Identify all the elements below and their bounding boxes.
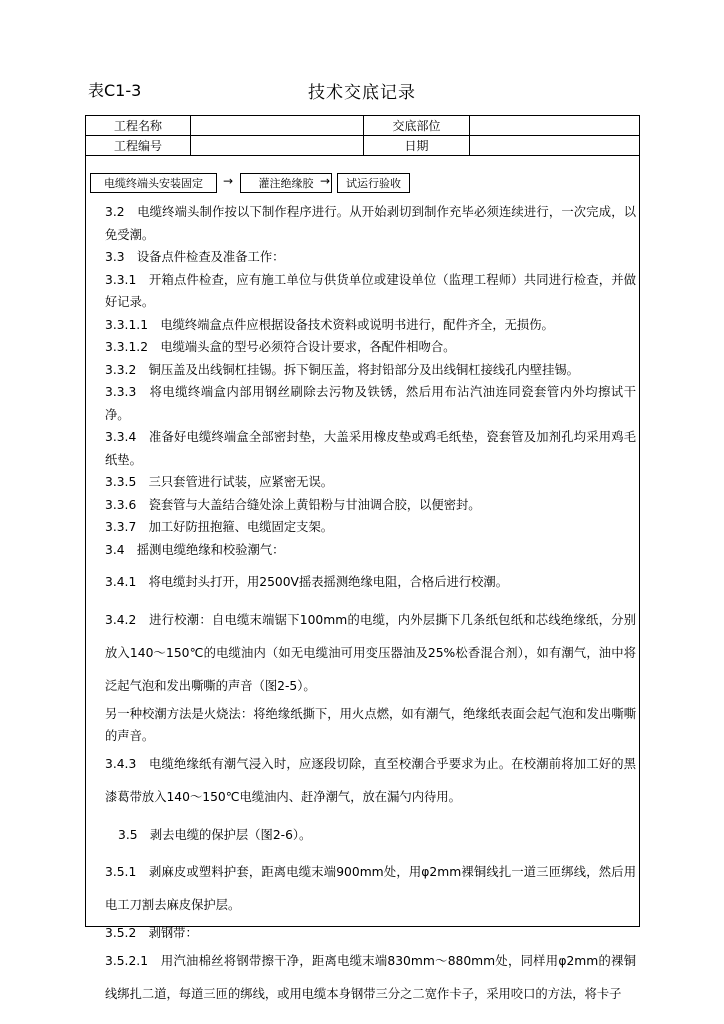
date-value[interactable] xyxy=(470,136,640,156)
paragraph: 3.5 剥去电缆的保护层（图2-6）。 xyxy=(118,827,312,842)
paragraph: 3.5.2 剥钢带： xyxy=(105,926,198,940)
document-title: 技术交底记录 xyxy=(308,83,416,103)
header-table xyxy=(85,115,640,156)
project-no-value[interactable] xyxy=(191,136,364,156)
paragraph: 3.5.1 剥麻皮或塑料护套，距离电缆末端900mm处，用φ2mm裸铜线扎一道三匝绑线，然后用电工刀割去麻皮保护层。 xyxy=(105,865,636,912)
process-flow xyxy=(0,173,724,195)
paragraph: 3.3.1.1 电缆终端盒点件应根据设备技术资料或说明书进行，配件齐全，无损伤。 xyxy=(105,317,554,332)
paragraph: 3.4.2 进行校潮：自电缆末端锯下100mm的电缆，内外层撕下几条纸包纸和芯线绝缘纸，分别放入140～150℃的电缆油内（如无电缆油可用变压器油及25%松香混合剂），如有潮气，油中将泛起气泡和发出嘶嘶的声音（图2-5）。 xyxy=(105,612,636,693)
paragraph: 3.3.1 开箱点件检查，应有施工单位与供货单位或建设单位（监理工程师）共同进行检查，并做好记录。 xyxy=(105,272,636,309)
paragraph: 3.3.1.2 电缆端头盒的型号必须符合设计要求，各配件相吻合。 xyxy=(105,340,456,354)
handover-content xyxy=(88,201,636,1011)
header-row-1 xyxy=(86,116,640,136)
paragraph: 3.3.5 三只套管进行试装，应紧密无误。 xyxy=(105,475,334,489)
project-no-label: 工程编号 xyxy=(86,136,191,156)
form-id: 表C1-3 xyxy=(88,81,142,100)
flow-step-trial-run: 试运行验收 xyxy=(337,173,410,193)
flow-step-terminal-install: 电缆终端头安装固定 xyxy=(90,173,217,193)
project-name-value[interactable] xyxy=(191,116,364,136)
paragraph: 另一种校潮方法是火烧法：将绝缘纸撕下，用火点燃，如有潮气，绝缘纸表面会起气泡和发出嘶嘶的声音。 xyxy=(105,706,636,743)
date-label: 日期 xyxy=(364,136,470,156)
header-row-2 xyxy=(86,136,640,156)
paragraph: 3.3.7 加工好防扭抱箍、电缆固定支架。 xyxy=(105,520,334,534)
paragraph: 3.2 电缆终端头制作按以下制作程序进行。从开始剥切到制作充毕必须连续进行，一次完成，以免受潮。 xyxy=(105,205,636,242)
arrow-right-icon: → xyxy=(223,174,234,188)
handover-part-value[interactable] xyxy=(470,116,640,136)
project-name-label: 工程名称 xyxy=(86,116,191,136)
paragraph: 3.3.3 将电缆终端盒内部用钢丝刷除去污物及铁锈，然后用布沾汽油连同瓷套管内外均擦试干净。 xyxy=(105,385,636,422)
paragraph: 3.3.6 瓷套管与大盖结合缝处涂上黄铅粉与甘油调合胶，以便密封。 xyxy=(105,497,481,512)
paragraph: 3.4.1 将电缆封头打开，用2500V摇表摇测绝缘电阻，合格后进行校潮。 xyxy=(105,575,509,589)
handover-part-label: 交底部位 xyxy=(364,116,470,136)
paragraph: 3.3.2 铜压盖及出线铜杠挂锡。拆下铜压盖，将封铅部分及出线铜杠接线孔内壁挂锡。 xyxy=(105,362,579,377)
paragraph: 3.3.4 准备好电缆终端盒全部密封垫，大盖采用橡皮垫或鸡毛纸垫，瓷套管及加剂孔均采用鸡毛纸垫。 xyxy=(105,430,636,467)
paragraph: 3.3 设备点件检查及准备工作： xyxy=(105,250,285,264)
paragraph: 3.5.2.1 用汽油棉丝将钢带擦干净，距离电缆末端830mm～880mm处，同样用φ2mm的裸铜线绑扎二道，每道三匝的绑线，或用电缆本身钢带三分之二宽作卡子，采用咬口的方法，将卡子 xyxy=(105,953,636,1001)
paragraph: 3.4 摇测电缆绝缘和校验潮气： xyxy=(105,542,285,557)
paragraph: 3.4.3 电缆绝缘纸有潮气浸入时，应逐段切除，直至校潮合乎要求为止。在校潮前将加工好的黑漆葛带放入140～150℃电缆油内、赶净潮气，放在漏勺内待用。 xyxy=(105,756,636,804)
arrow-right-icon: → xyxy=(320,174,331,188)
flow-step-pour-insulation: 灌注绝缘胶 xyxy=(240,173,332,193)
